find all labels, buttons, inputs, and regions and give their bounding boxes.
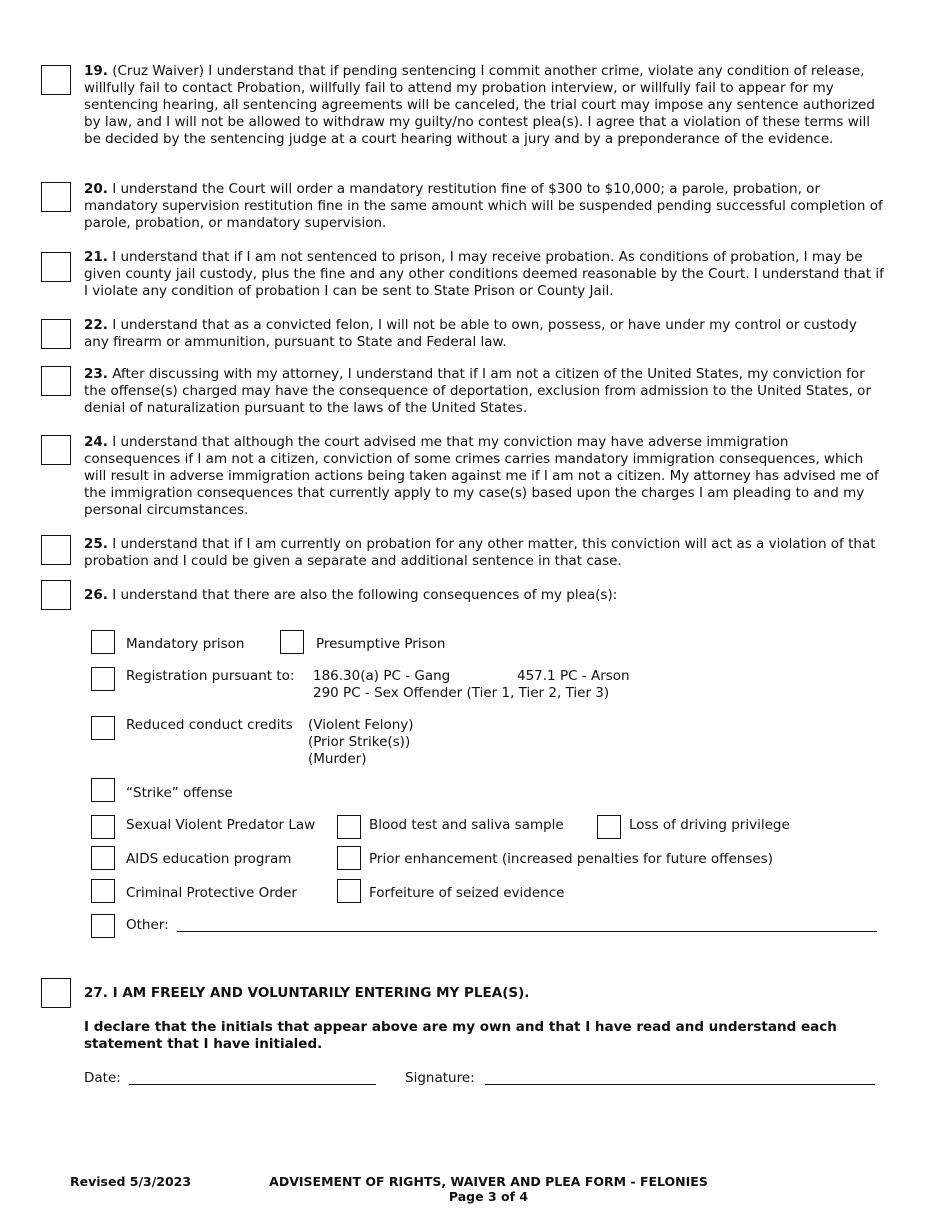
blood-test-label: Blood test and saliva sample bbox=[369, 817, 564, 833]
item-26: 26. I understand that there are also the following consequences of my plea(s): bbox=[84, 587, 618, 603]
declaration: I declare that the initials that appear above are my own and that I have read and understand each statement that I have initialed. bbox=[84, 1019, 837, 1052]
item-23: 23. After discussing with my attorney, I understand that if I am not a citizen of the United States, my conviction for the offense(s) charged may have the consequence of deportation, exclusion from admission to the United States, or denial of naturalization pursuant to the laws of the United States. bbox=[84, 366, 871, 416]
murder-label: (Murder) bbox=[308, 751, 367, 767]
initial-box-23[interactable] bbox=[41, 366, 71, 396]
initial-box-21[interactable] bbox=[41, 252, 71, 282]
initial-box-19[interactable] bbox=[41, 65, 71, 95]
initial-box-22[interactable] bbox=[41, 319, 71, 349]
presumptive-prison-label: Presumptive Prison bbox=[316, 636, 446, 652]
protective-order-label: Criminal Protective Order bbox=[126, 885, 297, 901]
mandatory-prison-label: Mandatory prison bbox=[126, 636, 245, 652]
item-21: 21. I understand that if I am not sentenced to prison, I may receive probation. As conditions of probation, I may be given county jail custody, plus the fine and any other conditions deemed reasonable by the Court. I understand that if I violate any condition of probation I can be sent to State Prison or County Jail. bbox=[84, 249, 884, 299]
item-20: 20. I understand the Court will order a mandatory restitution fine of $300 to $10,000; a parole, probation, or mandatory supervision restitution fine in the same amount which will be suspended pending successful completion of parole, probation, or mandatory supervision. bbox=[84, 181, 883, 231]
signature-label: Signature: bbox=[405, 1070, 475, 1086]
violent-felony-label: (Violent Felony) bbox=[308, 717, 414, 733]
arson-registration: 457.1 PC - Arson bbox=[517, 668, 630, 684]
reduced-credits-label: Reduced conduct credits bbox=[126, 717, 293, 733]
signature-field[interactable] bbox=[485, 1084, 875, 1085]
other-input-line[interactable] bbox=[177, 931, 877, 932]
registration-checkbox[interactable] bbox=[91, 667, 115, 691]
item-25: 25. I understand that if I am currently on probation for any other matter, this conviction will act as a violation of that probation and I could be given a separate and additional sentence in that case. bbox=[84, 536, 876, 569]
form-title: ADVISEMENT OF RIGHTS, WAIVER AND PLEA FORM - FELONIES bbox=[269, 1174, 708, 1189]
initial-box-24[interactable] bbox=[41, 435, 71, 465]
item-19: 19. (Cruz Waiver) I understand that if pending sentencing I commit another crime, violate any condition of release, willfully fail to contact Probation, willfully fail to attend my probation interview, or willfully fail to appear for my sentencing hearing, all sentencing agreements will be canceled, the trial court may impose any sentence authorized by law, and I will not be allowed to withdraw my guilty/no contest plea(s). I agree that a violation of these terms will be decided by the sentencing judge at a court hearing without a jury and by a preponderance of the evidence. bbox=[84, 63, 875, 147]
sex-offender-registration: 290 PC - Sex Offender (Tier 1, Tier 2, Tier 3) bbox=[313, 685, 610, 701]
prior-enhancement-label: Prior enhancement (increased penalties for future offenses) bbox=[369, 851, 773, 867]
other-checkbox[interactable] bbox=[91, 914, 115, 938]
strike-offense-checkbox[interactable] bbox=[91, 778, 115, 802]
registration-label: Registration pursuant to: bbox=[126, 668, 295, 684]
revised-date: Revised 5/3/2023 bbox=[70, 1174, 192, 1189]
driving-privilege-label: Loss of driving privilege bbox=[629, 817, 790, 833]
initial-box-20[interactable] bbox=[41, 182, 71, 212]
item-24: 24. I understand that although the court advised me that my conviction may have adverse immigration consequences if I am not a citizen, conviction of some crimes carries mandatory immigration consequences, which will result in adverse immigration actions being taken against me if I am not a citizen. My attorney has advised me of the immigration consequences that currently apply to my case(s) based upon the charges I am pleading to and my personal circumstances. bbox=[84, 434, 879, 518]
svp-law-checkbox[interactable] bbox=[91, 815, 115, 839]
item-27: 27. I AM FREELY AND VOLUNTARILY ENTERING MY PLEA(S). bbox=[84, 985, 530, 1001]
mandatory-prison-checkbox[interactable] bbox=[91, 630, 115, 654]
prior-strikes-label: (Prior Strike(s)) bbox=[308, 734, 411, 750]
strike-offense-label: “Strike” offense bbox=[126, 785, 233, 801]
other-label: Other: bbox=[126, 917, 169, 933]
initial-box-26[interactable] bbox=[41, 580, 71, 610]
blood-test-checkbox[interactable] bbox=[337, 815, 361, 839]
date-label: Date: bbox=[84, 1070, 121, 1086]
driving-privilege-checkbox[interactable] bbox=[597, 815, 621, 839]
protective-order-checkbox[interactable] bbox=[91, 879, 115, 903]
gang-registration: 186.30(a) PC - Gang bbox=[313, 668, 451, 684]
aids-education-checkbox[interactable] bbox=[91, 846, 115, 870]
date-field[interactable] bbox=[129, 1084, 376, 1085]
initial-box-25[interactable] bbox=[41, 535, 71, 565]
svp-law-label: Sexual Violent Predator Law bbox=[126, 817, 316, 833]
initial-box-27[interactable] bbox=[41, 978, 71, 1008]
prior-enhancement-checkbox[interactable] bbox=[337, 846, 361, 870]
item-22: 22. I understand that as a convicted felon, I will not be able to own, possess, or have under my control or custody any firearm or ammunition, pursuant to State and Federal law. bbox=[84, 317, 857, 350]
presumptive-prison-checkbox[interactable] bbox=[280, 630, 304, 654]
forfeiture-checkbox[interactable] bbox=[337, 879, 361, 903]
reduced-credits-checkbox[interactable] bbox=[91, 716, 115, 740]
forfeiture-label: Forfeiture of seized evidence bbox=[369, 885, 565, 901]
aids-education-label: AIDS education program bbox=[126, 851, 292, 867]
page-number: Page 3 of 4 bbox=[448, 1189, 529, 1204]
